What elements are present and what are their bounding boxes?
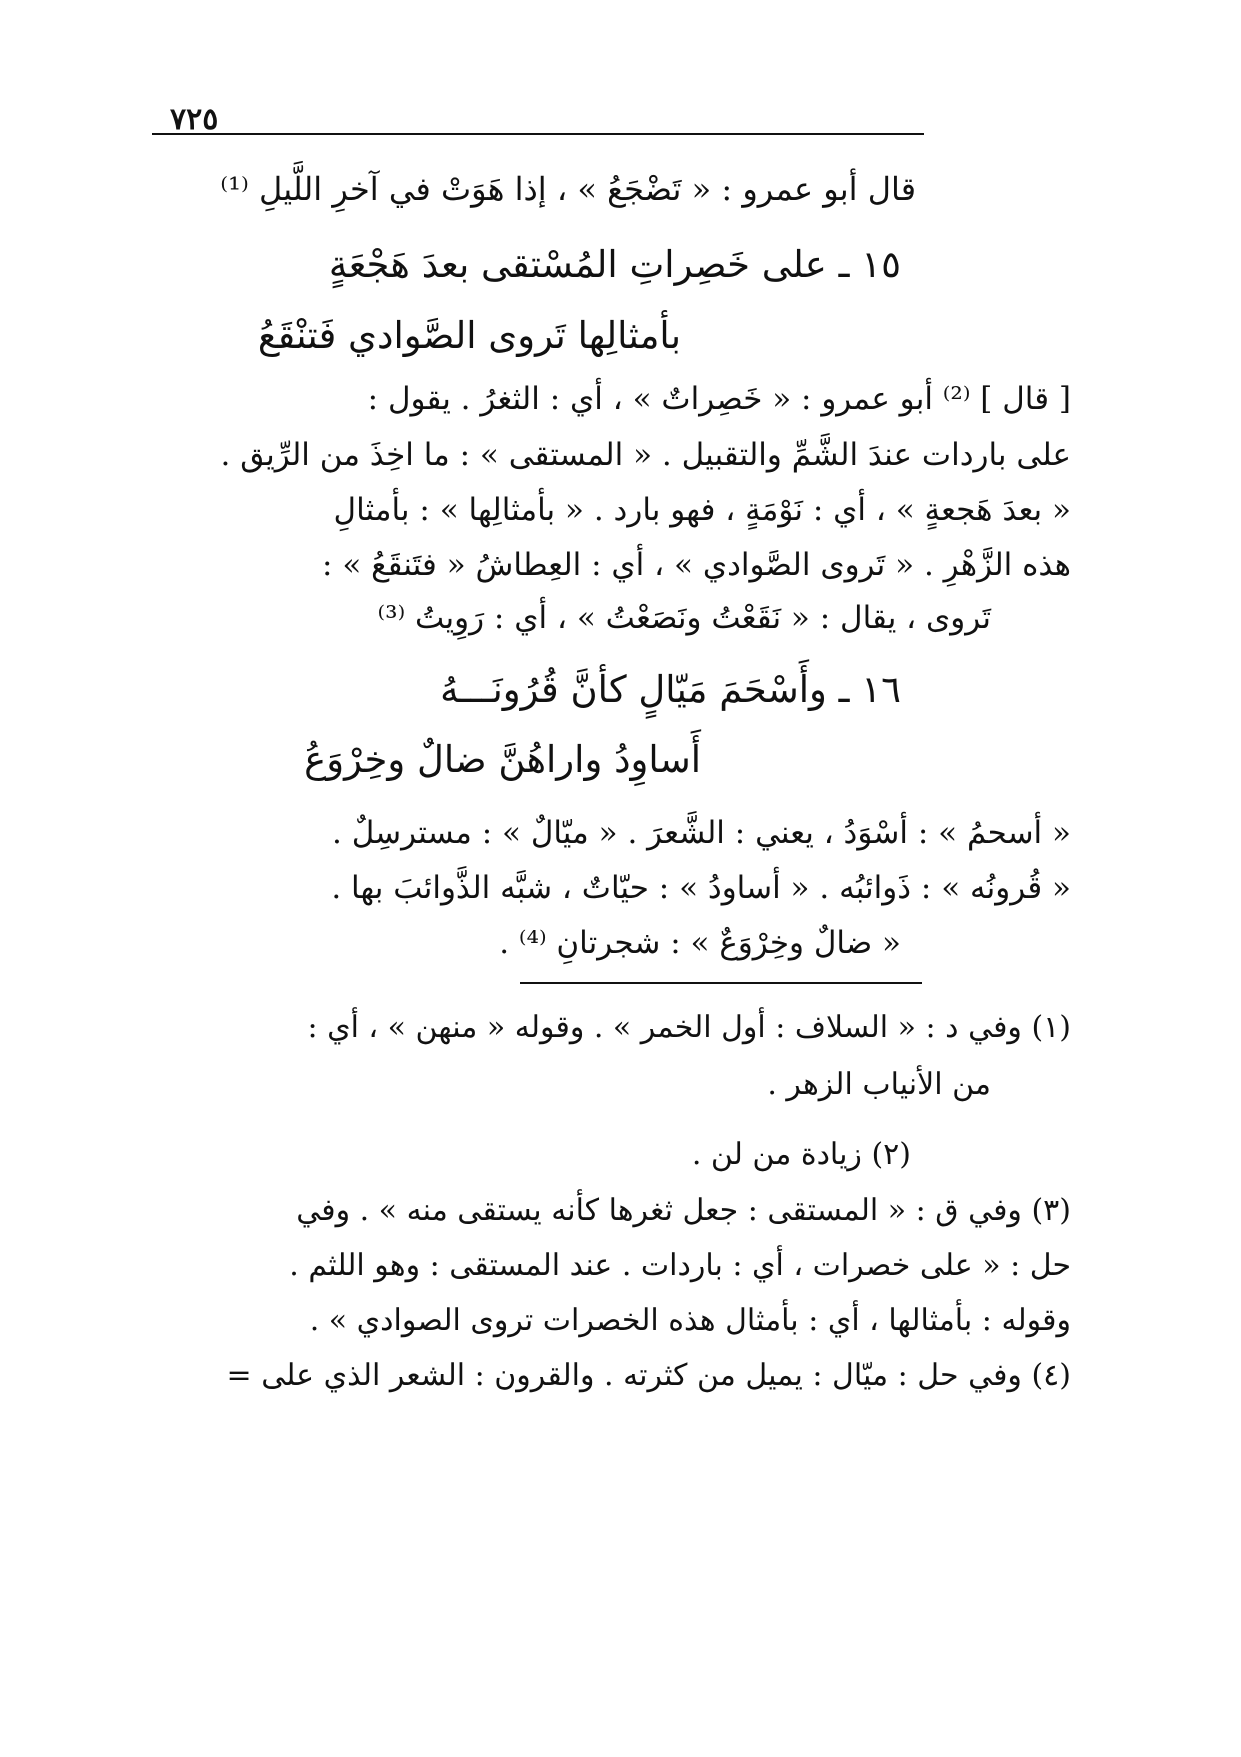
commentary-15-line-4: هذه الزَّهْرِ . « تَروى الصَّوادي » ، أي : العِطاشُ « فتَنقَعُ » : (322, 547, 1071, 583)
commentary-15-line-1: [ قال ] ⁽²⁾ أبو عمرو : « خَصِراتٌ » ، أي : الثغرُ . يقول : (367, 381, 1071, 417)
verse-15-second-hemistich: بأمثالِها تَروى الصَّوادي فَتنْقَعُ (257, 314, 681, 357)
commentary-15-line-3: « بعدَ هَجعةٍ » ، أي : نَوْمَةٍ ، فهو بارد . « بأمثالِها » : بأمثالِ (333, 492, 1071, 528)
footnote-rule (520, 982, 922, 984)
intro-line: قال أبو عمرو : « تَضْجَعُ » ، إذا هَوَتْ في آخرِ اللَّيلِ ⁽¹⁾ (220, 170, 916, 208)
commentary-15-line-2: على باردات عندَ الشَّمِّ والتقبيل . « المستقى » : ما اخِذَ من الرِّيق . (220, 437, 1071, 473)
commentary-16-line-3: « ضالٌ وخِرْوَعٌ » : شجرتانِ ⁽⁴⁾ . (499, 925, 901, 961)
commentary-16-line-2: « قُرونُه » : ذَوائبُه . « أساودُ » : حيّاتٌ ، شبَّه الذَّوائبَ بها . (331, 870, 1071, 906)
commentary-15-line-5: تَروى ، يقال : « نَقَعْتُ ونَصَعْتُ » ، أي : رَوِيتُ ⁽³⁾ (377, 600, 991, 636)
verse-16-second-hemistich: أَساوِدُ واراهُنَّ ضالٌ وخِرْوَعُ (304, 738, 701, 781)
footnote-3-line-1: (٣) وفي ق : « المستقى : جعل ثغرها كأنه يستقى منه » . وفي (296, 1193, 1071, 1228)
verse-15-first-hemistich: ١٥ ـ على خَصِراتِ المُسْتقى بعدَ هَجْعَةٍ (328, 243, 901, 286)
footnote-1-line-2: من الأنياب الزهر . (767, 1067, 991, 1102)
footnote-3-line-2: حل : « على خصرات ، أي : باردات . عند المستقى : وهو اللثم . (289, 1248, 1071, 1283)
header-rule (152, 133, 924, 135)
commentary-16-line-1: « أسحمُ » : أسْوَدُ ، يعني : الشَّعرَ . « ميّالٌ » : مسترسِلٌ . (331, 815, 1071, 851)
footnote-1-line-1: (١) وفي د : « السلاف : أول الخمر » . وقوله « منهن » ، أي : (307, 1010, 1071, 1045)
footnote-2: (٢) زيادة من لن . (691, 1137, 911, 1172)
footnote-4-line-1: (٤) وفي حل : ميّال : يميل من كثرته . والقرون : الشعر الذي على = (226, 1358, 1071, 1393)
verse-16-first-hemistich: ١٦ ـ وأَسْحَمَ مَيّالٍ كأنَّ قُرُونَـــهُ (440, 668, 901, 711)
page-number: ٧٢٥ (170, 102, 219, 137)
footnote-3-line-3: وقوله : بأمثالها ، أي : بأمثال هذه الخصرات تروى الصوادي » . (309, 1303, 1071, 1338)
